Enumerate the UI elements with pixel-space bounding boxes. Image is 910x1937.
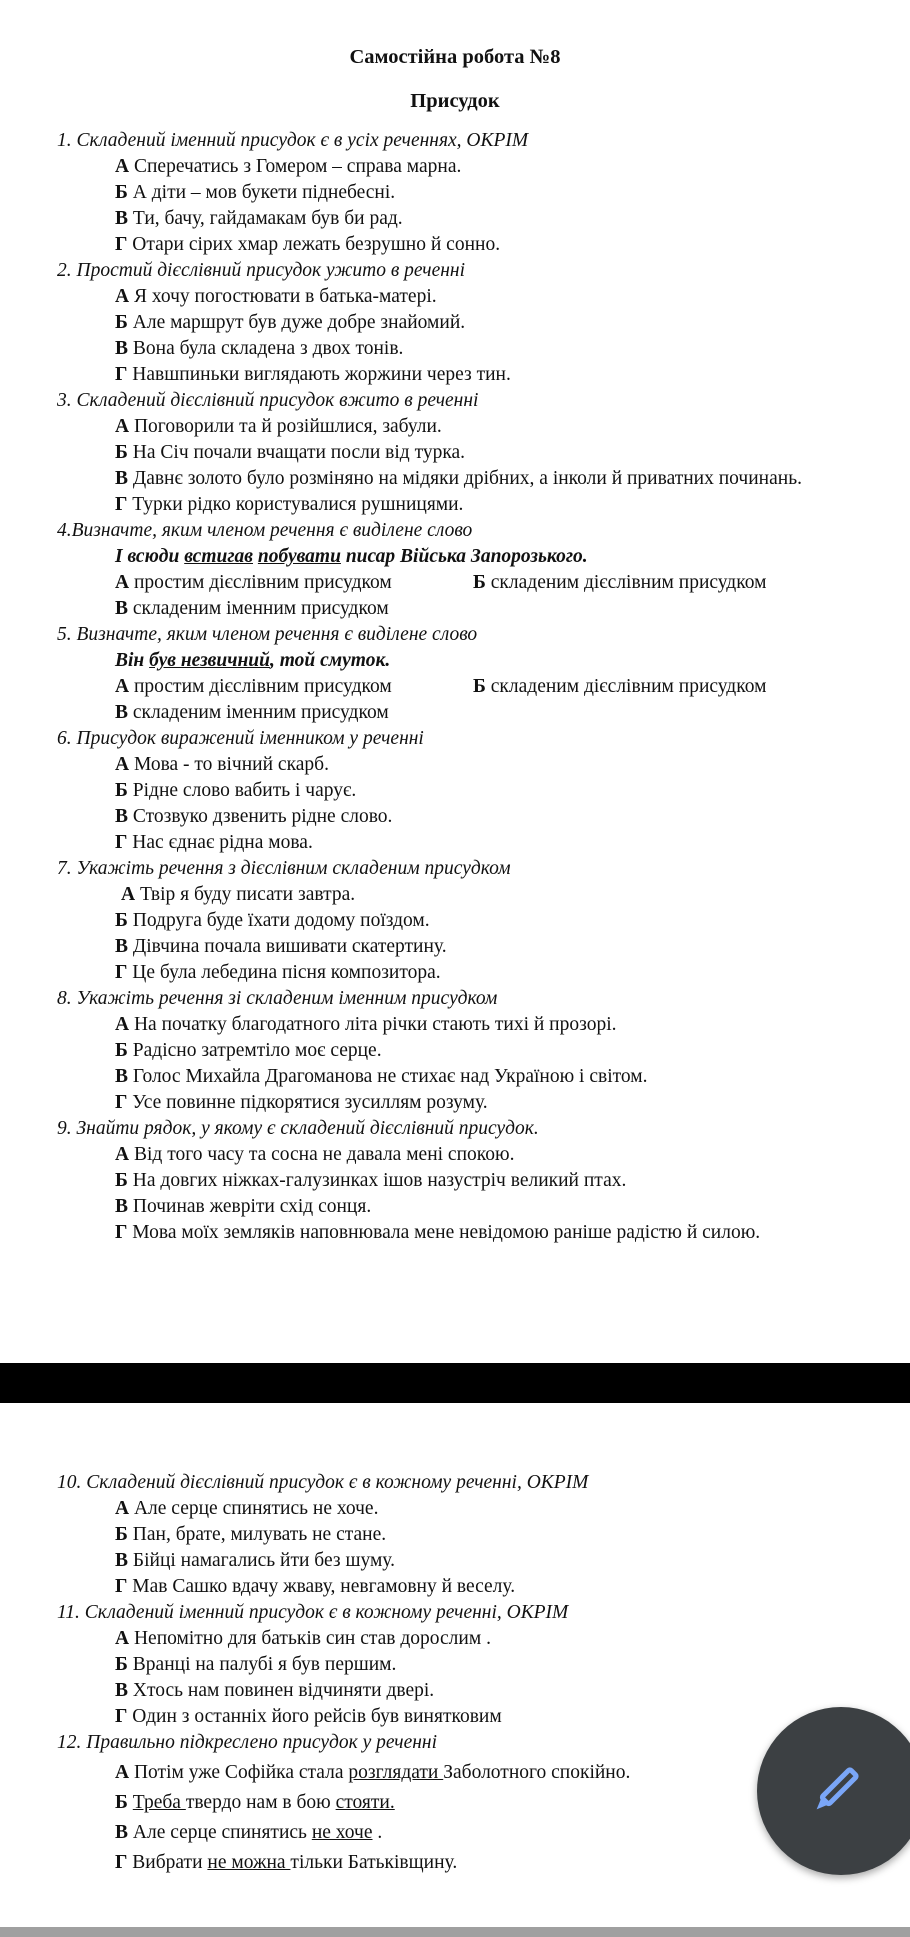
option: А Твір я буду писати завтра. (121, 884, 356, 905)
option: Г Усе повинне підкорятися зусиллям розуму. (115, 1092, 488, 1113)
option: Б Вранці на палубі я був першим. (115, 1654, 397, 1675)
question-12: 12. Правильно підкреслено присудок у реченні (57, 1732, 438, 1753)
question-11: 11. Складений іменний присудок є в кожному реченні, ОКРІМ (57, 1602, 569, 1623)
option: В Хтось нам повинен відчиняти двері. (115, 1680, 435, 1701)
option: А Але серце спинятись не хоче. (115, 1498, 379, 1519)
option: В Давнє золото було розміняно на мідяки дрібних, а інколи й приватних починань. (115, 468, 802, 489)
option: Б Пан, брате, милувать не стане. (115, 1524, 387, 1545)
option: Б складеним дієслівним присудком (473, 676, 767, 697)
question-8: 8. Укажіть речення зі складеним іменним присудком (57, 988, 498, 1009)
option: В Починав жевріти схід сонця. (115, 1196, 372, 1217)
option-row (0, 570, 910, 596)
document-subtitle: Присудок (410, 90, 500, 112)
question-10: 10. Складений дієслівний присудок є в кожному реченні, ОКРІМ (57, 1472, 589, 1493)
option: В Голос Михайла Драгоманова не стихає над Україною і світом. (115, 1066, 648, 1087)
option: Г Нас єднає рідна мова. (115, 832, 313, 853)
question-1: 1. Складений іменний присудок є в усіх реченнях, ОКРІМ (57, 130, 529, 151)
option: Б Але маршрут був дуже добре знайомий. (115, 312, 466, 333)
option: А Потім уже Софійка стала розглядати Заболотного спокійно. (115, 1762, 631, 1783)
option: Б Радісно затремтіло моє серце. (115, 1040, 382, 1061)
key-sentence: Він був незвичний, той смуток. (115, 650, 391, 671)
option: В складеним іменним присудком (115, 702, 389, 723)
question-6: 6. Присудок виражений іменником у реченні (57, 728, 424, 749)
option: В Бійці намагались йти без шуму. (115, 1550, 395, 1571)
option: Б Рідне слово вабить і чарує. (115, 780, 357, 801)
option: Г Навшпиньки виглядають жоржини через тин. (115, 364, 511, 385)
option: В Вона була складена з двох тонів. (115, 338, 404, 359)
option: А Від того часу та сосна не давала мені спокою. (115, 1144, 515, 1165)
option: Г Вибрати не можна тільки Батьківщину. (115, 1852, 458, 1873)
question-4: 4.Визначте, яким членом речення є виділене слово (57, 520, 473, 541)
option: Г Мова моїх земляків наповнювала мене невідомою раніше радістю й силою. (115, 1222, 761, 1243)
option: Б А діти – мов букети піднебесні. (115, 182, 396, 203)
option: В складеним іменним присудком (115, 598, 389, 619)
option: В Дівчина почала вишивати скатертину. (115, 936, 447, 957)
option: А Сперечатись з Гомером – справа марна. (115, 156, 462, 177)
option: Г Мав Сашко вдачу жваву, невгамовну й веселу. (115, 1576, 516, 1597)
option: В Ти, бачу, гайдамакам був би рад. (115, 208, 403, 229)
option: А простим дієслівним присудком (115, 572, 392, 593)
option: Г Отари сірих хмар лежать безрушно й сонно. (115, 234, 501, 255)
option: А Мова - то вічний скарб. (115, 754, 329, 775)
question-7: 7. Укажіть речення з дієслівним складеним присудком (57, 858, 511, 879)
option: Г Один з останніх його рейсів був винятковим (115, 1706, 502, 1727)
option: А На початку благодатного літа річки стають тихі й прозорі. (115, 1014, 617, 1035)
question-2: 2. Простий дієслівний присудок ужито в реченні (57, 260, 466, 281)
option: Б Подруга буде їхати додому поїздом. (115, 910, 430, 931)
option: В Але серце спинятись не хоче . (115, 1822, 383, 1843)
question-9: 9. Знайти рядок, у якому є складений дієслівний присудок. (57, 1118, 539, 1139)
option: Б На Січ почали вчащати посли від турка. (115, 442, 466, 463)
question-5: 5. Визначте, яким членом речення є виділене слово (57, 624, 478, 645)
option: Б складеним дієслівним присудком (473, 572, 767, 593)
option: А Я хочу погостювати в батька-матері. (115, 286, 437, 307)
option: Г Турки рідко користувалися рушницями. (115, 494, 464, 515)
option: Б На довгих ніжках-галузинках ішов назустріч великий птах. (115, 1170, 627, 1191)
document-title: Самостійна робота №8 (349, 46, 561, 68)
option-row (0, 674, 910, 700)
page-separator (0, 1363, 910, 1403)
option: Г Це була лебедина пісня композитора. (115, 962, 441, 983)
question-3: 3. Складений дієслівний присудок вжито в реченні (57, 390, 479, 411)
key-sentence: І всюди встигав побувати писар Війська Запорозького. (115, 546, 588, 567)
bottom-scroll-bar (0, 1927, 910, 1937)
option: А простим дієслівним присудком (115, 676, 392, 697)
option: А Поговорили та й розійшлися, забули. (115, 416, 442, 437)
option: В Стозвуко дзвенить рідне слово. (115, 806, 393, 827)
option: Б Треба твердо нам в бою стояти. (115, 1792, 395, 1813)
option: А Непомітно для батьків син став дорослим . (115, 1628, 491, 1649)
pencil-icon (803, 1759, 867, 1823)
